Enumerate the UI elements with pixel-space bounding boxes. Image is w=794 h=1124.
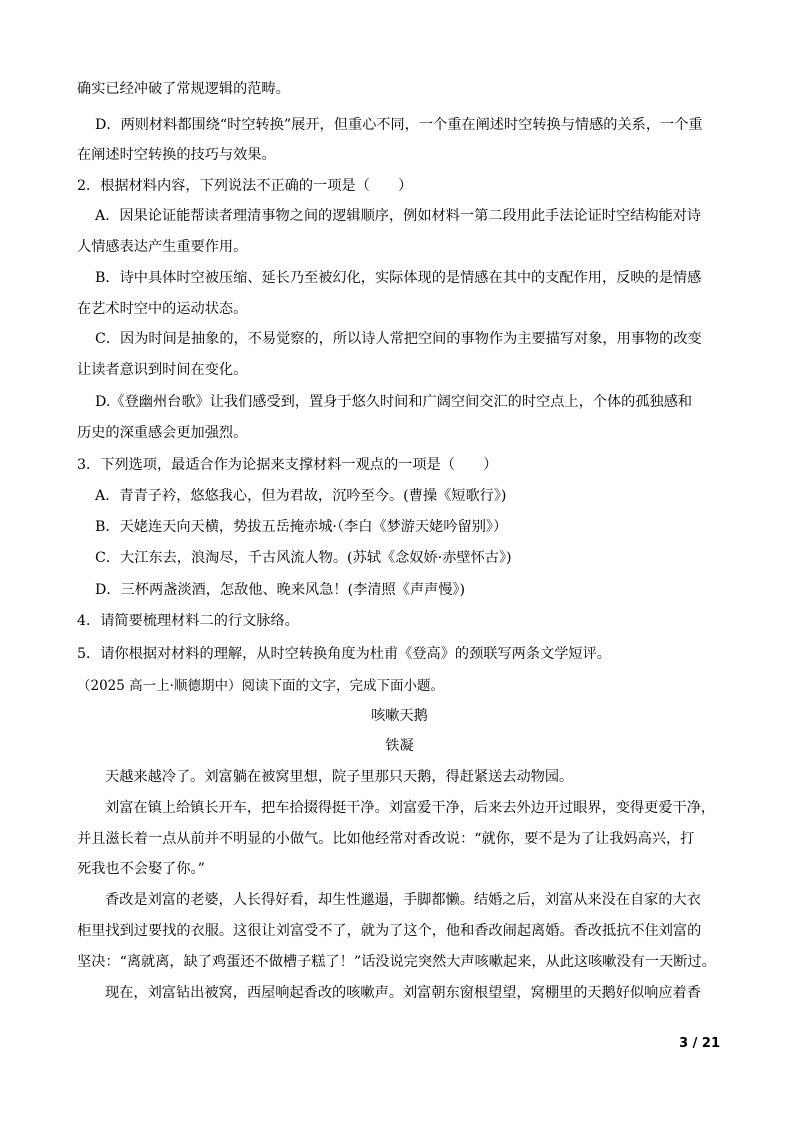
paragraph-line: 柜里找到过要找的衣服。这很让刘富受不了，就为了这个，他和香改闹起离婚。香改抵抗不住刘富的 <box>77 923 702 939</box>
text-line: 人情感表达产生重要作用。 <box>77 239 248 255</box>
paragraph-line: 并且滋长着一点从前并不明显的小做气。比如他经常对香改说：“就你，要不是为了让我妈高兴，打 <box>77 831 695 847</box>
article-author: 铁凝 <box>385 738 414 754</box>
option-c-line: C．大江东去，浪淘尽，千古风流人物。(苏轼《念奴娇·赤壁怀古》) <box>95 550 512 566</box>
option-d-line: D．两则材料都围绕“时空转换”展开，但重心不同，一个重在阐述时空转换与情感的关系，一个重 <box>95 117 703 133</box>
paragraph-line: 死我也不会娶了你。” <box>77 861 205 877</box>
paragraph-line: 刘富在镇上给镇长开车，把车拾掇得挺干净。刘富爱干净，后来去外边开过眼界，变得更爱干净， <box>105 800 716 816</box>
option-b-line: B．天姥连天向天横，势拔五岳掩赤城·（李白《梦游天姥吟留别》） <box>95 519 508 535</box>
paragraph-line: 坚决：“离就离，缺了鸡蛋还不做槽子糕了！”话没说完突然大声咳嗽起来，从此这咳嗽没有一天断过。 <box>77 954 716 970</box>
text-line: 历史的深重感会更加强烈。 <box>77 425 248 441</box>
option-d-line: D.《登幽州台歌》让我们感受到，置身于悠久时间和广阔空间交汇的时空点上，个体的孤独感和 <box>95 394 693 410</box>
option-a-line: A．青青子衿，悠悠我心，但为君故，沉吟至今。(曹操《短歌行》) <box>95 488 507 504</box>
option-d-line: D．三杯两盏淡酒，怎敌他、晚来风急！(李清照《声声慢》) <box>95 582 466 598</box>
paragraph-line: 现在，刘富钻出被窝，西屋响起香改的咳嗽声。刘富朝东窗根望望，窝棚里的天鹅好似响应着香 <box>105 985 701 1001</box>
page-number: 3 / 21 <box>679 1036 720 1051</box>
option-b-line: B．诗中具体时空被压缩、延长乃至被幻化，实际体现的是情感在其中的支配作用，反映的是情感 <box>95 270 702 286</box>
question-5: 5．请你根据对材料的理解，从时空转换角度为杜甫《登高》的颈联写两条文学短评。 <box>77 646 611 662</box>
text-line: 在艺术时空中的运动状态。 <box>77 301 248 317</box>
article-title: 咳嗽天鹅 <box>371 708 428 724</box>
option-c-line: C．因为时间是抽象的，不易觉察的，所以诗人常把空间的事物作为主要描写对象，用事物的改变 <box>95 331 702 347</box>
question-3: 3．下列选项，最适合作为论据来支撑材料一观点的一项是（ ） <box>77 457 498 473</box>
paragraph-line: 天越来越冷了。刘富躺在被窝里想，院子里那只天鹅，得赶紧送去动物园。 <box>105 769 574 785</box>
option-a-line: A．因果论证能帮读者理清事物之间的逻辑顺序，例如材料一第二段用此手法论证时空结构能对诗 <box>95 208 702 224</box>
question-2: 2．根据材料内容，下列说法不正确的一项是（ ） <box>77 178 413 194</box>
paragraph-line: 香改是刘富的老婆，人长得好看，却生性邋遢，手脚都懒。结婚之后，刘富从来没在自家的大衣 <box>105 892 701 908</box>
text-line: 让读者意识到时间在变化。 <box>77 362 248 378</box>
text-line: 确实已经冲破了常规逻辑的范畴。 <box>77 81 290 97</box>
question-4: 4．请简要梳理材料二的行文脉络。 <box>77 613 299 629</box>
source-instruction: （2025 高一上·顺德期中）阅读下面的文字，完成下面小题。 <box>77 678 444 694</box>
text-line: 在阐述时空转换的技巧与效果。 <box>77 147 276 163</box>
